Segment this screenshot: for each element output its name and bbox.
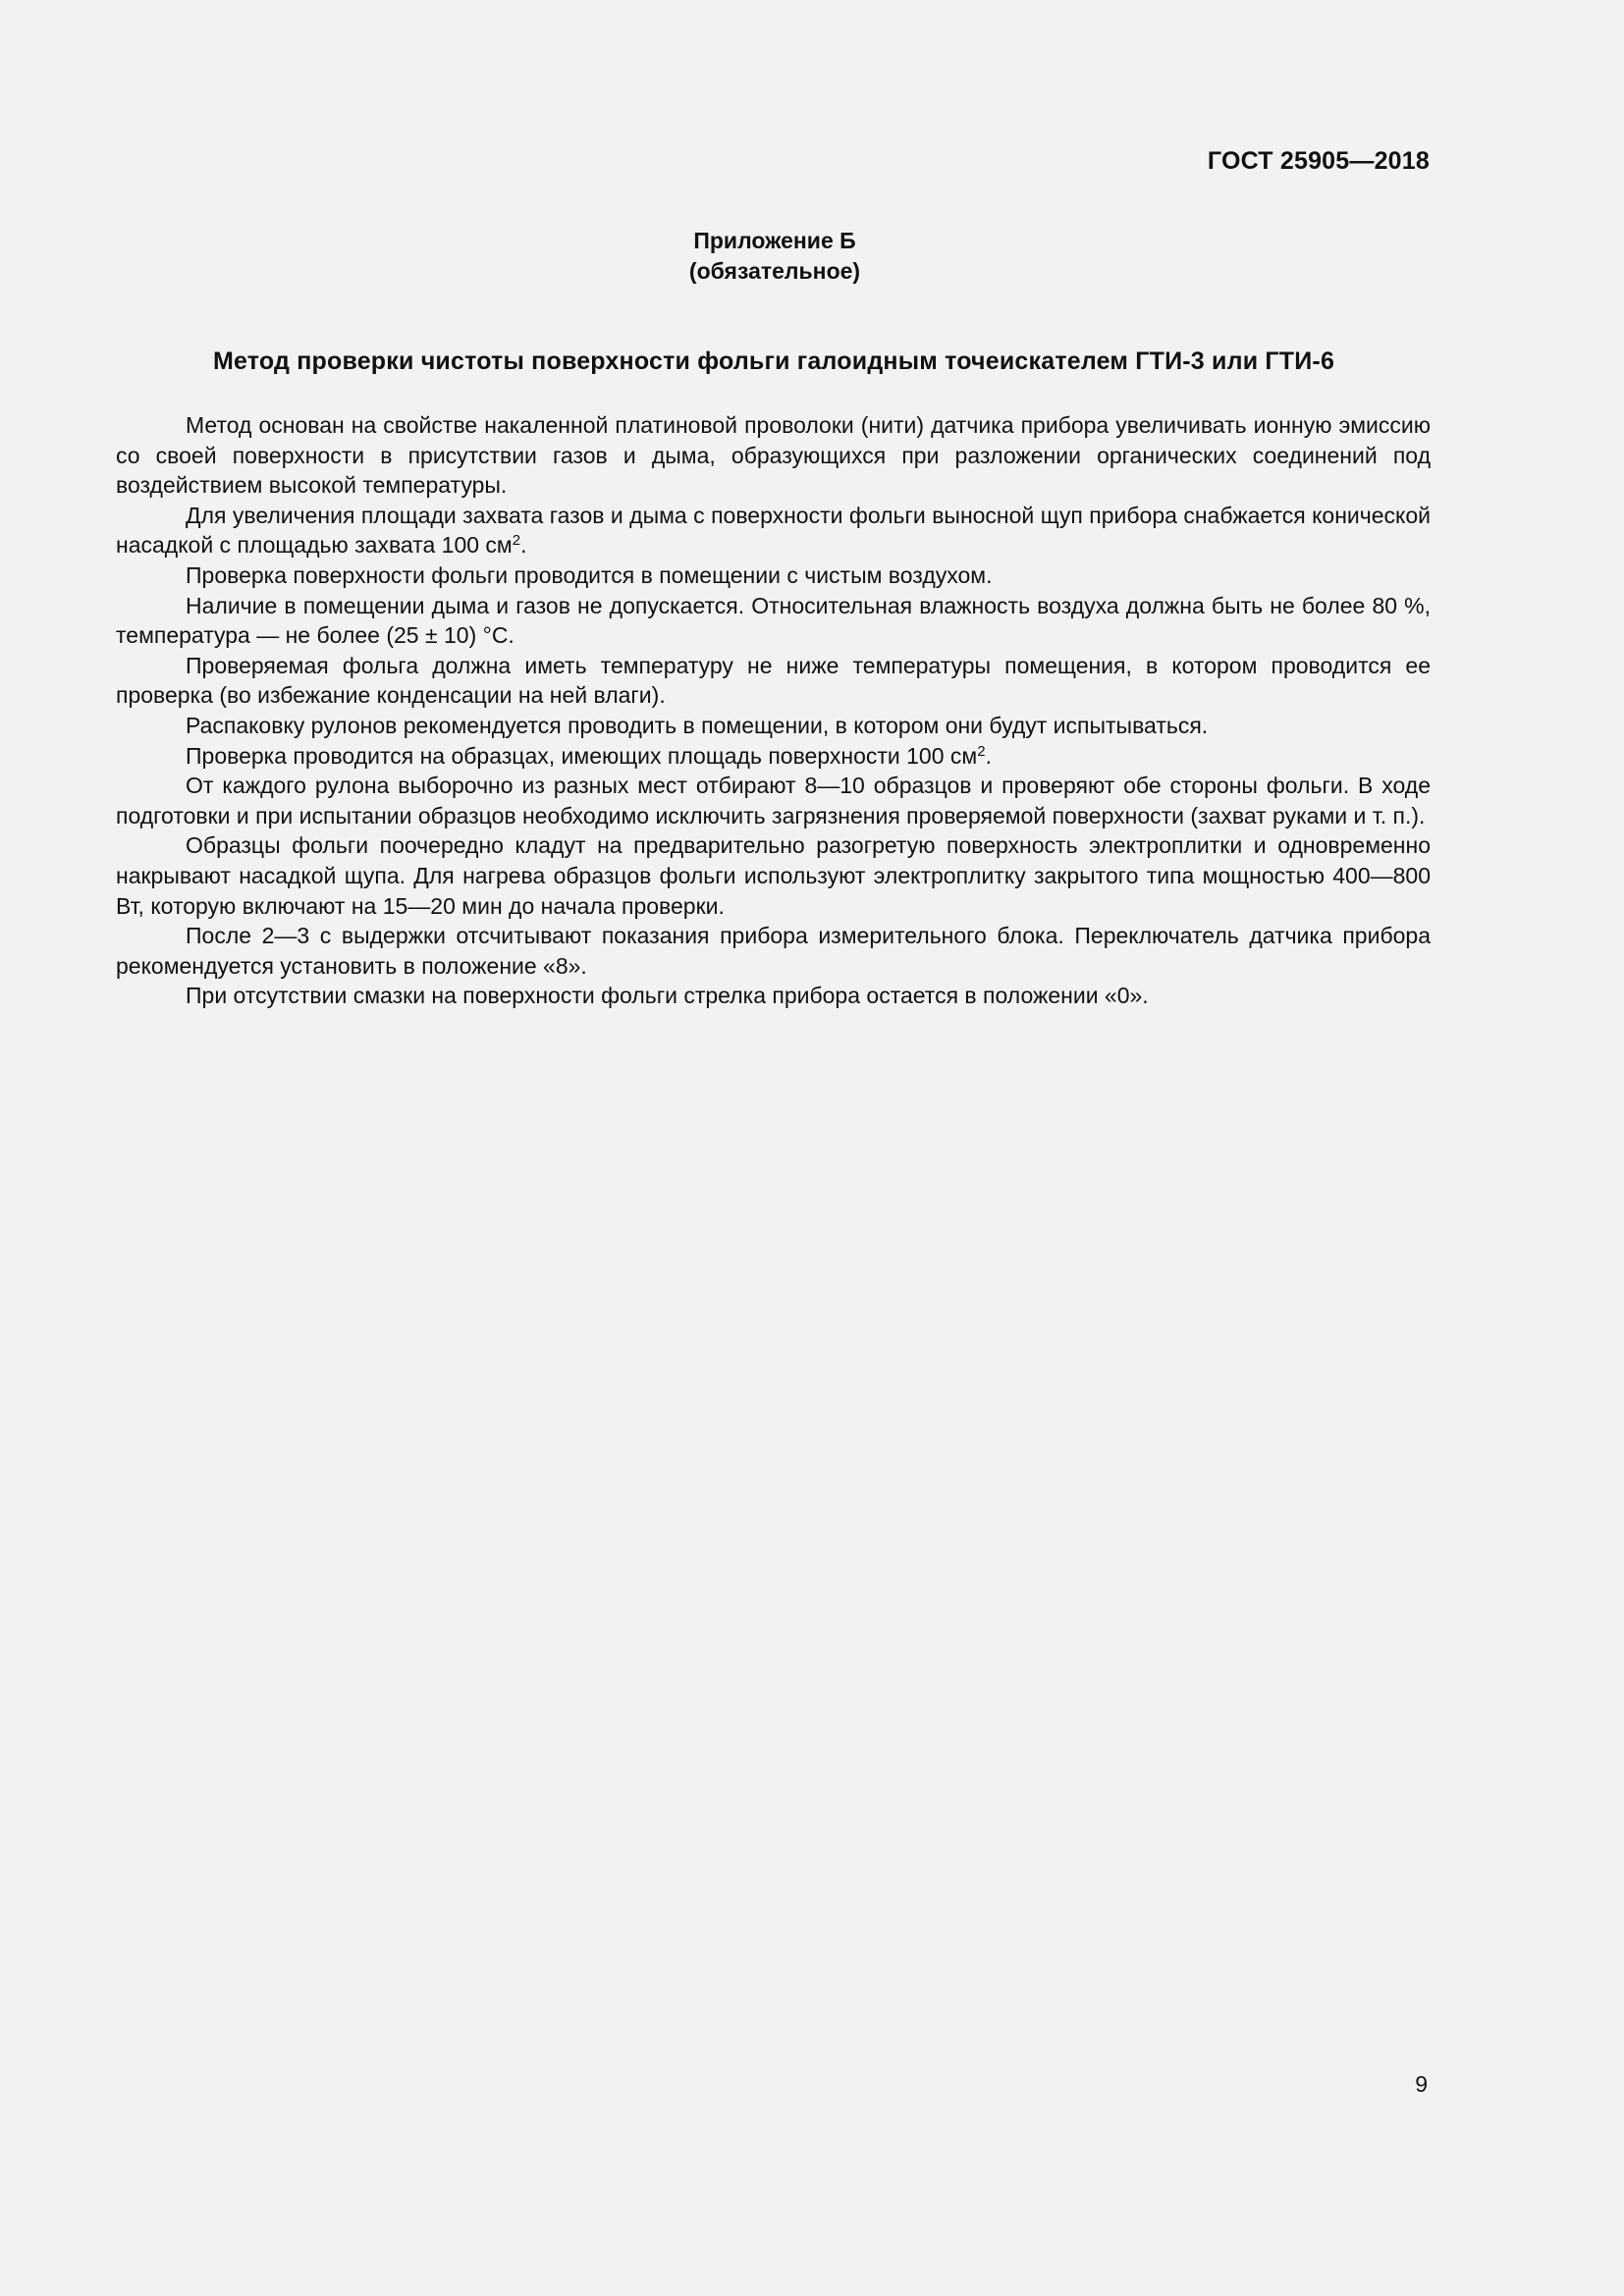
section-title: Метод проверки чистоты поверхности фольги галоидным точеискателем ГТИ-3 или ГТИ-6 [212,347,1335,375]
page-number: 9 [1415,2071,1428,2097]
superscript-square: 2 [977,742,986,760]
appendix-title: Приложение Б [693,228,856,253]
paragraph-11: При отсутствии смазки на поверхности фольги стрелка прибора остается в положении «0». [186,983,1149,1009]
paragraph-2-text: Для увеличения площади захвата газов и дыма с поверхности фольги выносной щуп прибора снабжается конической насадкой с площадью захвата 100 см [116,502,1431,559]
paragraph-8: От каждого рулона выборочно из разных мест отбирают 8—10 образцов и проверяют обе стороны фольги. В ходе подготовки и при испытании образцов необходимо исключить загрязнения проверяемой поверхности (захват руками и т. п.). [116,773,1431,828]
paragraph-1: Метод основан на свойстве накаленной платиновой проволоки (нити) датчика прибора увеличивать ионную эмиссию со своей поверхности в присутствии газов и дыма, образующихся при разложении органических соединений под воздействием высокой температуры. [116,412,1431,499]
paragraph-7-text: Проверка проводится на образцах, имеющих площадь поверхности 100 см [186,742,978,769]
paragraph-6: Распаковку рулонов рекомендуется проводить в помещении, в котором они будут испытываться. [186,712,1209,738]
paragraph-10: После 2—3 с выдержки отсчитывают показания прибора измерительного блока. Переключатель датчика прибора рекомендуется установить в положение «8». [116,923,1431,979]
paragraph-7-end: . [985,742,992,769]
paragraph-2 [116,501,1431,561]
document-code: ГОСТ 25905—2018 [1207,147,1430,175]
paragraph-5: Проверяемая фольга должна иметь температуру не ниже температуры помещения, в котором проводится ее проверка (во избежание конденсации на ней влаги). [116,652,1431,709]
body-text [116,410,1431,1011]
paragraph-9: Образцы фольги поочередно кладут на предварительно разогретую поверхность электроплитки и одновременно накрывают насадкой щупа. Для нагрева образцов фольги используют электроплитку закрытого типа мощностью 400—800 Вт, которую включают на 15—20 мин до начала проверки. [116,832,1431,919]
superscript-square: 2 [512,532,521,550]
paragraph-4: Наличие в помещении дыма и газов не допускается. Относительная влажность воздуха должна быть не более 80 %, температура — не более (25 ± 10) °С. [116,592,1431,649]
paragraph-2-end: . [520,532,527,559]
paragraph-3: Проверка поверхности фольги проводится в помещении с чистым воздухом. [186,561,993,588]
paragraph-7 [116,741,1431,772]
appendix-status: (обязательное) [688,258,861,284]
